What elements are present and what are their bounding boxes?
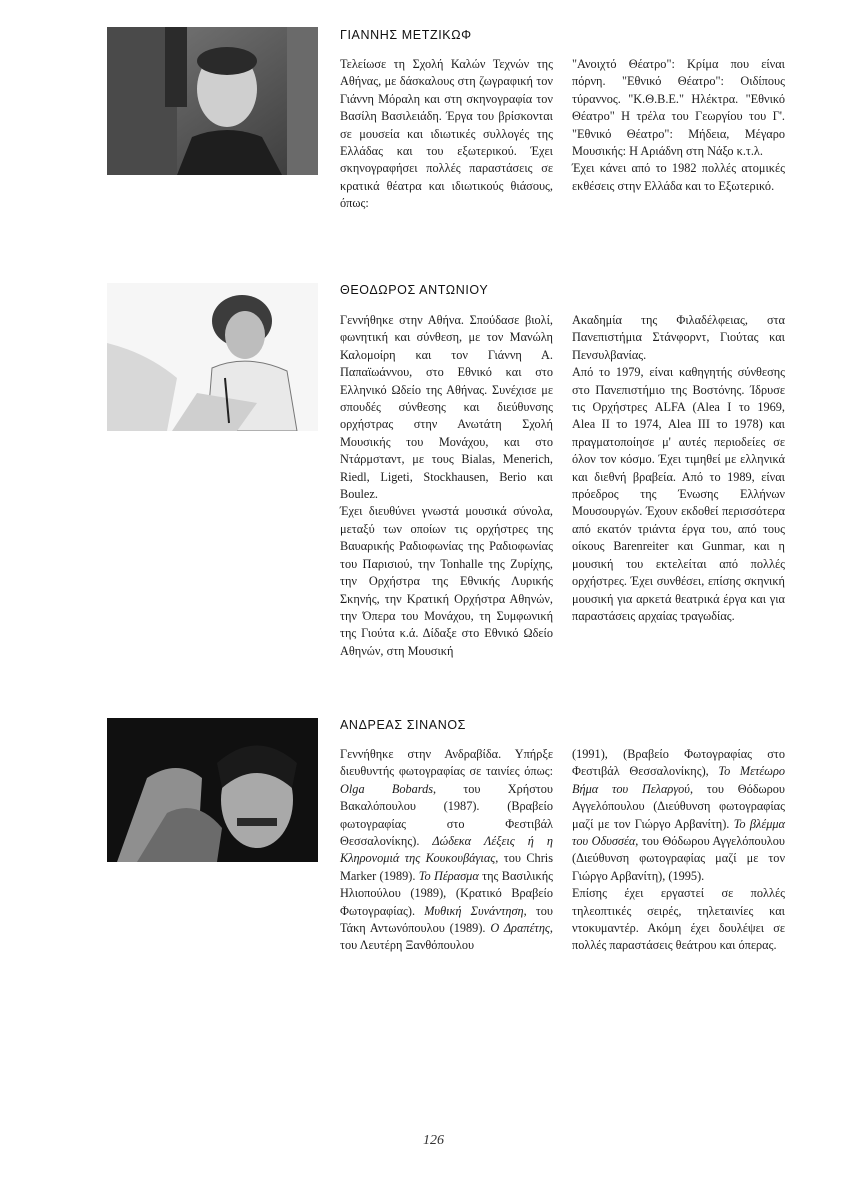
paragraph: Γεννήθηκε στην Αθήνα. Σπούδασε βιολί, φωνητική και σύνθεση, με τον Μανώλη Καλομοίρη και τον Γιάννη Α. Παπαϊωάννου, στο Εθνικό και στο Ελληνικό Ωδείο της Αθήνας. Συνέχισε με σπουδές σύνθεσης και διεύθυνσης ορχήστρας στην Ανωτάτη Σχολή Μουσικής του Μονάχου, και στο Ντάρμσταντ, με τους Bialas, Menerich, Riedl, Ligeti, Stockhausen, Berio και Boulez. <box>340 313 553 502</box>
film-title: Δώδεκα Λέξεις ή η Κληρονομιά της Κουκουβάγιας <box>340 834 553 866</box>
biography-text-column-1 <box>340 56 553 213</box>
film-title: Olga Bobards <box>340 781 434 796</box>
biography-text-column-2 <box>572 56 785 195</box>
biography-text-column-2 <box>572 312 785 625</box>
paragraph: Από το 1979, είναι καθηγητής σύνθεσης στο Πανεπιστήμιο της Βοστόνης. Ίδρυσε τις Ορχήστρες ALFA (Alea I το 1969, Alea II το 1974, Alea III το 1978) και πραγματοποίησε μ' αυτές περιοδείες σε όλον τον κόσμο. Έχει τιμηθεί με ελληνικά και διεθνή βραβεία. Από το 1989, είναι πρόεδρος της Ένωσης Ελλήνων Μουσουργών. Έχουν εκδοθεί περισσότερα από εκατόν τριάντα έργα του, από τους οίκους Barenreiter και Gunmar, και η μουσική του εκτελείται από πολλές ορχήστρες. Έχει συνθέσει, επίσης σκηνική μουσική για αρκετά θεατρικά έργα και για παραστάσεις αρχαίας τραγωδίας. <box>572 365 785 623</box>
person-name: ΘΕΟΔΩΡΟΣ ΑΝΤΩΝΙΟΥ <box>340 283 489 297</box>
portrait-photo-antoniou <box>107 283 318 431</box>
paragraph: Τελείωσε τη Σχολή Καλών Τεχνών της Αθήνας, με δάσκαλους στη ζωγραφική τον Γιάννη Μόραλη και στη σκηνογραφία τον Βασίλη Βασιλειάδη. Έργα του βρίσκονται σε μουσεία και ιδιωτικές συλλογές της Ελλάδας και του εξωτερικού. Έχει σκηνογραφήσει πολλές παραστάσεις σε κρατικά θέατρα και ιδιωτικούς θιάσους, όπως: <box>340 57 553 211</box>
paragraph: Έχει διευθύνει γνωστά μουσικά σύνολα, μεταξύ των οποίων τις ορχήστρες της Βαυαρικής Ραδιοφωνίας της Ραδιοφωνίας του Παρισιού, την Tonhalle της Ζυρίχης, την Ορχήστρα της Εθνικής Λυρικής Σκηνής, την Κρατική Ορχήστρα Αθηνών, την Όπερα του Μονάχου, τη Συμφωνική της Γιούτα κ.ά. Δίδαξε στο Εθνικό Ωδείο Αθηνών, στη Μουσική <box>340 504 553 658</box>
film-title: Ο Δραπέτης <box>490 921 550 936</box>
biography-text-column-2 <box>572 746 785 955</box>
paragraph: Γεννήθηκε στην Ανδραβίδα. Υπήρξε διευθυντής φωτογραφίας σε ταινίες όπως: Olga Bobards, του Χρήστου Βακαλόπουλου (1987). (Βραβείο φωτογραφίας στο Φεστιβάλ Θεσσαλονίκης). Δώδεκα Λέξεις ή η Κληρονομιά της Κουκουβάγιας, του Chris Marker (1989). Το Πέρασμα της Βασιλικής Ηλιοπούλου (1989), (Κρατικό Βραβείο Φωτογραφίας). Μυθική Συνάντηση, του Τάκη Αντωνόπουλου (1989). Ο Δραπέτης, του Λευτέρη Ξανθόπουλου <box>340 747 554 953</box>
person-name: ΓΙΑΝΝΗΣ ΜΕΤΖΙΚΩΦ <box>340 28 472 42</box>
page-number: 126 <box>423 1133 444 1148</box>
biography-text-column-1 <box>340 746 553 955</box>
film-title: Το Μετέωρο Βήμα του Πελαργού <box>572 764 786 796</box>
biography-text-column-1 <box>340 312 553 660</box>
person-name: ΑΝΔΡΕΑΣ ΣΙΝΑΝΟΣ <box>340 718 466 732</box>
portrait-photo-sinanos <box>107 718 318 862</box>
paragraph: "Ανοιχτό Θέατρο": Κρίμα που είναι πόρνη. "Εθνικό Θέατρο": Οιδίπους τύραννος. "Κ.Θ.Β.Ε." Ηλέκτρα. "Εθνικό Θέατρο" Η τρέλα του Γεωργίου του Γ'. "Εθνικό Θέατρο": Μήδεια, Μέγαρο Μουσικής: Η Αριάδνη στη Νάξο κ.τ.λ. <box>572 57 785 159</box>
portrait-photo-metzikof <box>107 27 318 175</box>
film-title: Το Πέρασμα <box>418 868 479 883</box>
film-title: Μυθική Συνάντηση <box>424 903 524 918</box>
film-title: Το βλέμμα του Οδυσσέα <box>572 816 785 849</box>
paragraph: Επίσης έχει εργαστεί σε πολλές τηλεοπτικές σειρές, τηλεταινίες και ντοκυμαντέρ. Ακόμη έχει δουλέψει σε πολλές παραστάσεις θεάτρου και όπερας. <box>572 886 785 953</box>
paragraph: (1991), (Βραβείο Φωτογραφίας στο Φεστιβάλ Θεσσαλονίκης), Το Μετέωρο Βήμα του Πελαργού, του Θόδωρου Αγγελόπουλου (Διεύθυνση φωτογραφίας μαζί με τον Γιώργο Αρβανίτη). Το βλέμμα του Οδυσσέα, του Θόδωρου Αγγελόπουλου (Διεύθυνση φωτογραφίας μαζί με τον Γιώργο Αρβανίτη), (1995). <box>572 747 786 883</box>
paragraph: Ακαδημία της Φιλαδέλφειας, στα Πανεπιστήμια Στάνφορντ, Γιούτας και Πενσυλβανίας. <box>572 313 785 362</box>
paragraph: Έχει κάνει από το 1982 πολλές ατομικές εκθέσεις στην Ελλάδα και το Εξωτερικό. <box>572 161 785 193</box>
